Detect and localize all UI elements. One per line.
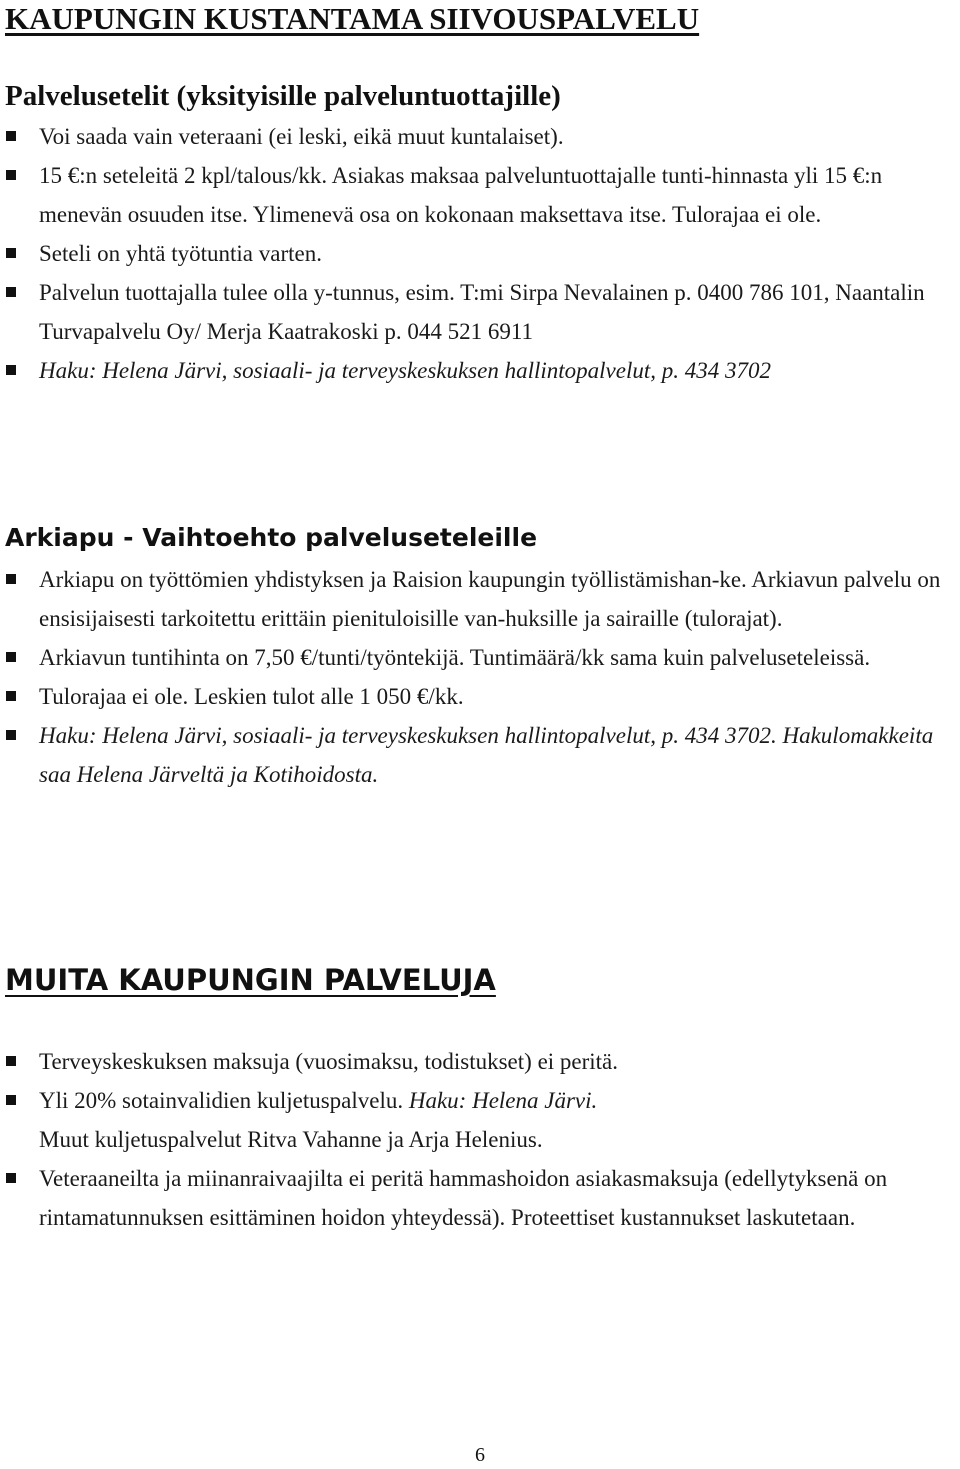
square-bullet-icon <box>6 652 16 662</box>
list-item <box>0 1042 960 1081</box>
square-bullet-icon <box>6 1056 16 1066</box>
section-heading-arkiapu: Arkiapu - Vaihtoehto palveluseteleille <box>5 523 538 552</box>
list-item-text: Palvelun tuottajalla tulee olla y-tunnus, esim. T:mi Sirpa Nevalainen p. 0400 786 101, Naantalin Turvapalvelu Oy/ Merja Kaatrakoski p. 044 521 6911 <box>39 280 925 344</box>
list-item-text: Arkiavun tuntihinta on 7,50 €/tunti/työntekijä. Tuntimäärä/kk sama kuin palveluseteleissä. <box>39 645 871 670</box>
list-item-text: Tulorajaa ei ole. Leskien tulot alle 1 050 €/kk. <box>39 684 464 709</box>
page-title: KAUPUNGIN KUSTANTAMA SIIVOUSPALVELU <box>5 1 700 36</box>
page-number: 6 <box>475 1444 485 1466</box>
list-item <box>0 1159 960 1237</box>
square-bullet-icon <box>6 131 16 141</box>
list-item-text: 15 €:n seteleitä 2 kpl/talous/kk. Asiakas maksaa palveluntuottajalle tunti-hinnasta yli 15 €:n menevän osuuden itse. Ylimenevä osa on kokonaan maksettava itse. Tulorajaa ei ole. <box>39 163 883 227</box>
list-item <box>0 1081 960 1159</box>
square-bullet-icon <box>6 170 16 180</box>
list-item <box>0 560 960 638</box>
square-bullet-icon <box>6 1173 16 1183</box>
list-item-text: Arkiapu on työttömien yhdistyksen ja Raision kaupungin työllistämishan-ke. Arkiavun palvelu on ensisijaisesti tarkoitettu erittäin pienituloisille van-huksille ja sairaille (tulorajat). <box>39 567 941 631</box>
square-bullet-icon <box>6 691 16 701</box>
list-item <box>0 234 960 273</box>
section-heading-palvelusetelit: Palvelusetelit (yksityisille palveluntuottajille) <box>5 80 561 112</box>
muita-palveluja-list <box>0 1042 960 1237</box>
list-item <box>0 716 960 794</box>
square-bullet-icon <box>6 287 16 297</box>
arkiapu-list <box>0 560 960 794</box>
list-item-text: Terveyskeskuksen maksuja (vuosimaksu, todistukset) ei peritä. <box>39 1049 619 1074</box>
square-bullet-icon <box>6 574 16 584</box>
list-item <box>0 117 960 156</box>
list-item-text: Seteli on yhtä työtuntia varten. <box>39 241 322 266</box>
list-item <box>0 677 960 716</box>
square-bullet-icon <box>6 730 16 740</box>
square-bullet-icon <box>6 365 16 375</box>
list-item-text: Voi saada vain veteraani (ei leski, eikä muut kuntalaiset). <box>39 124 564 149</box>
square-bullet-icon <box>6 1095 16 1105</box>
list-item-text: Muut kuljetuspalvelut Ritva Vahanne ja Arja Helenius. <box>39 1127 543 1152</box>
list-item-text: Yli 20% sotainvalidien kuljetuspalvelu. <box>39 1088 409 1113</box>
list-item <box>0 156 960 234</box>
list-item-text: Haku: Helena Järvi, sosiaali- ja terveyskeskuksen hallintopalvelut, p. 434 3702 <box>39 358 771 383</box>
list-item-italic-text: Haku: Helena Järvi. <box>408 1088 598 1113</box>
palvelusetelit-list <box>0 117 960 390</box>
list-item-text: Veteraaneilta ja miinanraivaajilta ei peritä hammashoidon asiakasmaksuja (edellytyksenä on rintamatunnuksen esittäminen hoidon yhteydessä). Proteettiset kustannukset laskutetaan. <box>39 1166 888 1230</box>
list-item <box>0 351 960 390</box>
list-item-text: Haku: Helena Järvi, sosiaali- ja terveyskeskuksen hallintopalvelut, p. 434 3702. Hakulomakkeita saa Helena Järveltä ja Kotihoidosta. <box>39 723 934 787</box>
list-item <box>0 638 960 677</box>
list-item <box>0 273 960 351</box>
section-heading-muita-palveluja: MUITA KAUPUNGIN PALVELUJA <box>5 963 496 997</box>
square-bullet-icon <box>6 248 16 258</box>
